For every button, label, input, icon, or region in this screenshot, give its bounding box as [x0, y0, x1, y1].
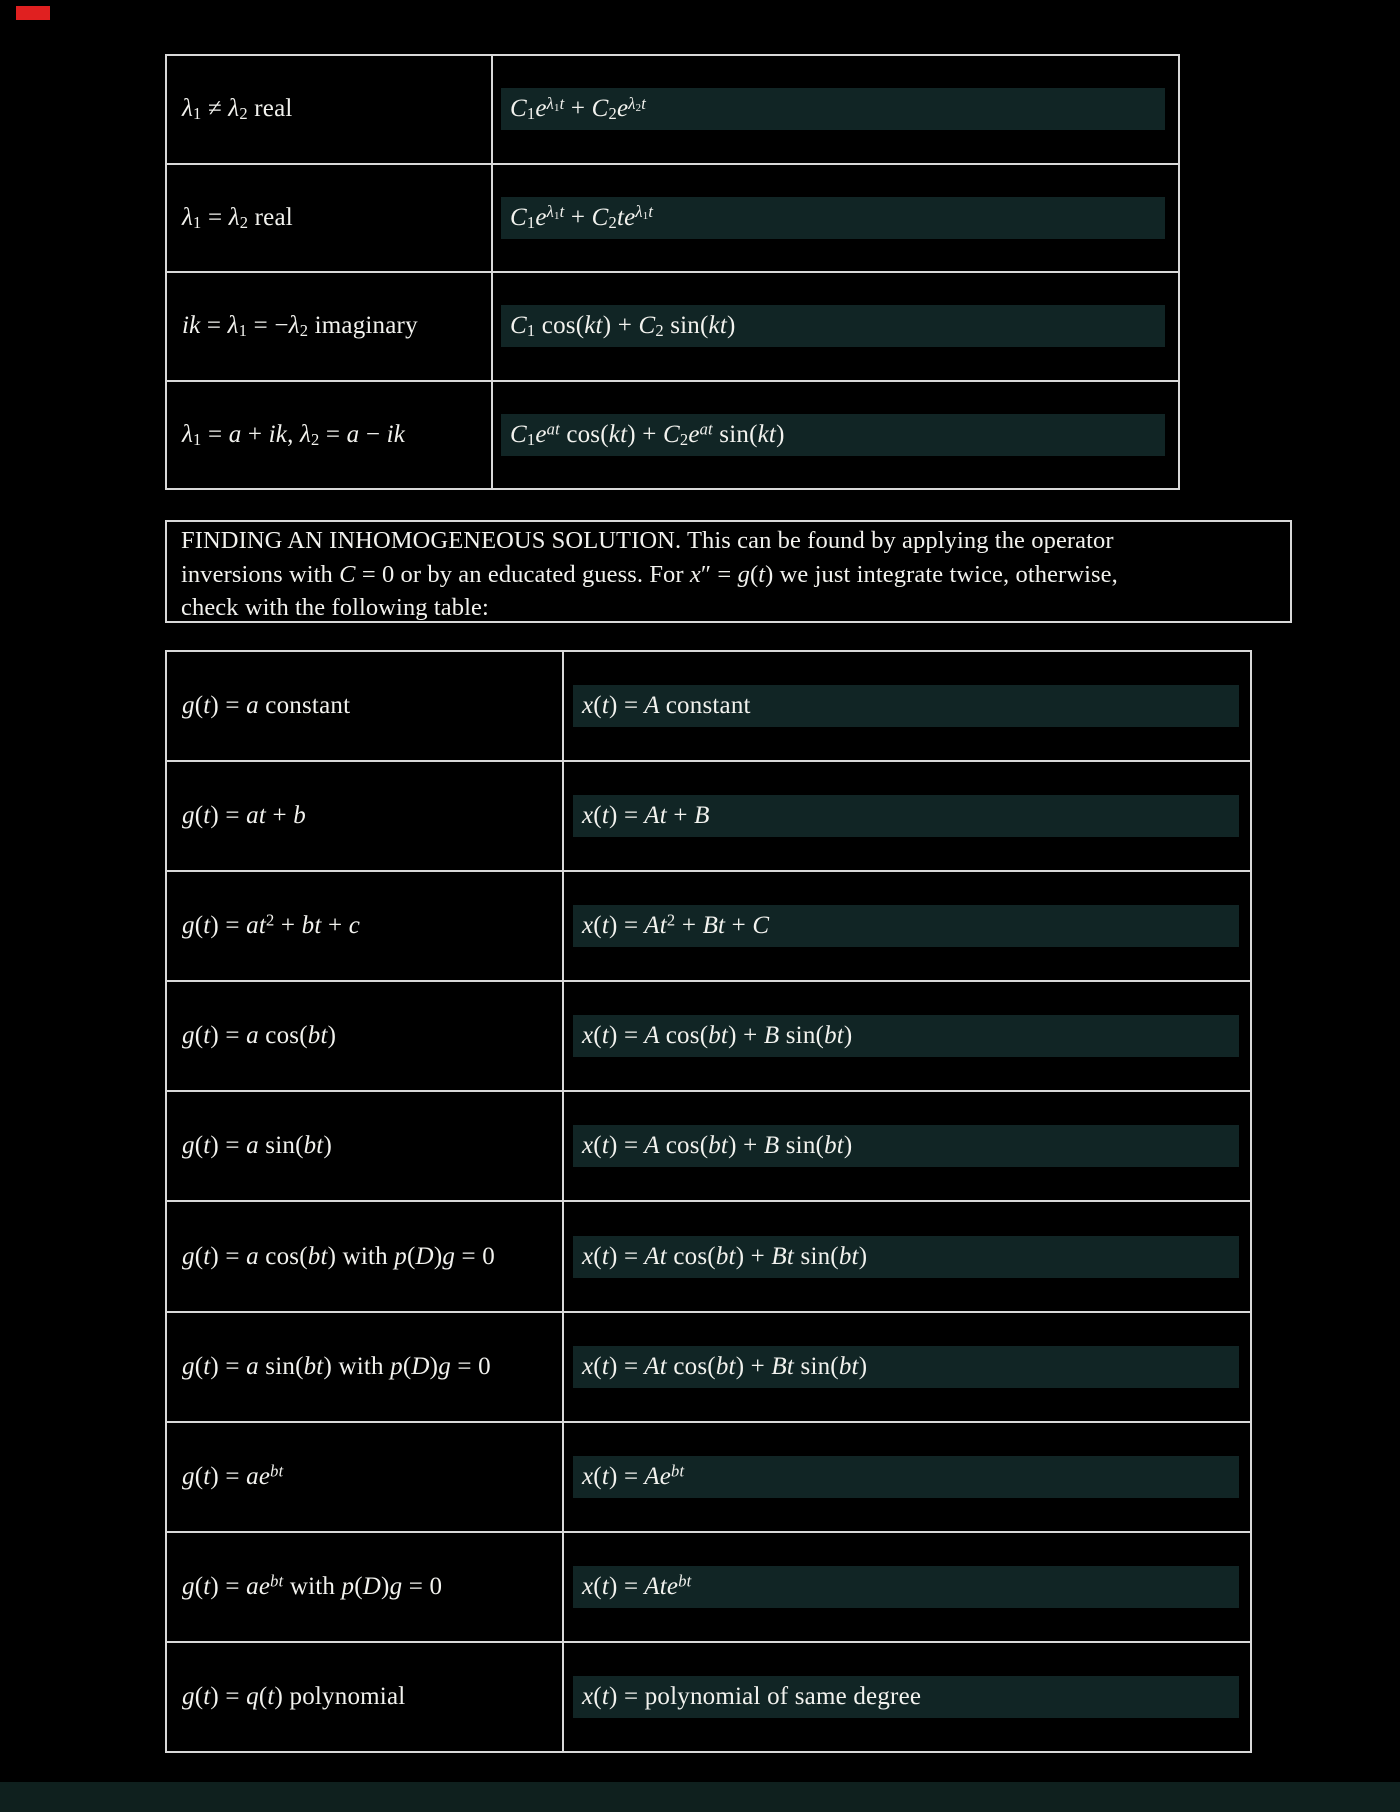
bottom-bar — [0, 1782, 1400, 1812]
inhomogeneous-note-box — [165, 520, 1292, 623]
particular-solution-cell — [564, 982, 1250, 1090]
particular-solution-cell — [564, 652, 1250, 760]
forcing-term-cell — [167, 652, 564, 760]
forcing-term-formula: g(t) = q(t) polynomial — [182, 1682, 406, 1710]
particular-solution-formula: x(t) = A constant — [582, 692, 751, 720]
forcing-term-cell — [167, 982, 564, 1090]
solution-cell — [493, 165, 1178, 272]
table-row — [167, 1641, 1250, 1751]
particular-solution-highlight — [573, 1346, 1239, 1388]
forcing-term-cell — [167, 1313, 564, 1421]
solution-highlight — [501, 414, 1165, 456]
forcing-term-cell — [167, 1533, 564, 1641]
forcing-term-formula: $g(t) = ae^{bt}$ — [182, 1461, 284, 1490]
eigenvalue-case-cell — [167, 273, 493, 380]
forcing-term-cell — [167, 1202, 564, 1310]
solution-highlight — [501, 88, 1165, 130]
table-row — [167, 1090, 1250, 1200]
forcing-term-formula: g(t) = a constant — [182, 692, 351, 720]
note-line-1: FINDING AN INHOMOGENEOUS SOLUTION. This can be found by applying the operator — [181, 527, 1114, 554]
solution-highlight — [501, 305, 1165, 347]
eigenvalue-case-formula: $\lambda_1 \ne \lambda_2$ real — [182, 95, 293, 124]
particular-solution-highlight — [573, 795, 1239, 837]
particular-solution-formula: $x(t) = At^2 + Bt + C$ — [582, 910, 770, 940]
particular-solution-cell — [564, 1643, 1250, 1751]
particular-solution-cell — [564, 872, 1250, 980]
table-row — [167, 380, 1178, 489]
solution-formula: $C_1e^{at}$ $\cos(kt) + C_2e^{at}$ sin(kt) — [510, 419, 785, 449]
eigenvalue-case-cell — [167, 56, 493, 163]
table-row — [167, 1531, 1250, 1641]
table-row — [167, 271, 1178, 380]
particular-solution-highlight — [573, 1676, 1239, 1718]
particular-solution-formula: x(t) = A cos(bt) + B sin(bt) — [582, 1132, 853, 1160]
forcing-term-formula: g(t) = a sin(bt) with p(D)g = 0 — [182, 1352, 491, 1380]
particular-solution-formula: x(t) = At cos(bt) + Bt sin(bt) — [582, 1352, 868, 1380]
eigenvalue-case-cell — [167, 165, 493, 272]
forcing-term-formula: $g(t) = ae^{bt}$ with p(D)g = 0 — [182, 1571, 443, 1600]
eigenvalue-case-formula: ik = $\lambda_1 = -\lambda_2$ imaginary — [182, 312, 418, 341]
table-row — [167, 980, 1250, 1090]
particular-solution-highlight — [573, 1125, 1239, 1167]
particular-solution-highlight — [573, 1566, 1239, 1608]
solution-formula: $C_1e^{\lambda_1t} + C_2e^{\lambda_2t}$ — [510, 93, 647, 124]
particular-solution-highlight — [573, 1236, 1239, 1278]
particular-solution-cell — [564, 1092, 1250, 1200]
solution-cell — [493, 382, 1178, 489]
forcing-term-formula: g(t) = a cos(bt) — [182, 1022, 337, 1050]
forcing-term-formula: g(t) = a cos(bt) with p(D)g = 0 — [182, 1242, 495, 1270]
particular-solution-formula: x(t) = At cos(bt) + Bt sin(bt) — [582, 1242, 868, 1270]
particular-solution-highlight — [573, 1456, 1239, 1498]
particular-solution-formula: $x(t) = Ae^{bt}$ — [582, 1461, 685, 1490]
table-row — [167, 870, 1250, 980]
eigenvalue-case-cell — [167, 382, 493, 489]
solution-highlight — [501, 197, 1165, 239]
solution-formula: $C_1e^{\lambda_1t} + C_2te^{\lambda_1t}$ — [510, 202, 654, 232]
eigenvalue-case-formula: $\lambda_1 = \lambda_2$ real — [182, 203, 293, 232]
note-line-3: check with the following table: — [181, 594, 489, 621]
forcing-term-cell — [167, 1092, 564, 1200]
solution-formula: $C_1$ $\cos(kt) + C_2$ sin(kt) — [510, 312, 736, 341]
forcing-term-cell — [167, 872, 564, 980]
forcing-term-cell — [167, 762, 564, 870]
solution-cell — [493, 56, 1178, 163]
table-row — [167, 1311, 1250, 1421]
table-row — [167, 56, 1178, 163]
particular-solution-cell — [564, 1202, 1250, 1310]
eigenvalue-case-formula: $\lambda_1 = a$ + ik, $\lambda_2 = a$ − ik — [182, 420, 406, 449]
table-row — [167, 760, 1250, 870]
table-row — [167, 163, 1178, 272]
particular-solution-highlight — [573, 1015, 1239, 1057]
particular-solution-cell — [564, 1423, 1250, 1531]
note-line-2: inversions with C = 0 or by an educated guess. For x″ = g(t) we just integrate twice, otherwise, — [181, 560, 1118, 588]
particular-solutions-table — [165, 650, 1252, 1753]
particular-solution-highlight — [573, 685, 1239, 727]
forcing-term-formula: $g(t) = at^2$ + bt + c — [182, 910, 361, 940]
recording-indicator — [16, 6, 50, 20]
particular-solution-formula: x(t) = At + B — [582, 802, 710, 830]
solution-cell — [493, 273, 1178, 380]
particular-solution-highlight — [573, 905, 1239, 947]
forcing-term-formula: g(t) = at + b — [182, 802, 306, 830]
table-row — [167, 652, 1250, 760]
particular-solution-formula: x(t) = polynomial of same degree — [582, 1682, 922, 1710]
forcing-term-cell — [167, 1423, 564, 1531]
forcing-term-formula: g(t) = a sin(bt) — [182, 1132, 332, 1160]
table-row — [167, 1200, 1250, 1310]
particular-solution-cell — [564, 762, 1250, 870]
particular-solution-formula: x(t) = A cos(bt) + B sin(bt) — [582, 1022, 853, 1050]
particular-solution-cell — [564, 1313, 1250, 1421]
particular-solution-cell — [564, 1533, 1250, 1641]
particular-solution-formula: x(t) = Ate$^{bt}$ — [582, 1571, 692, 1600]
table-row — [167, 1421, 1250, 1531]
homogeneous-solutions-table — [165, 54, 1180, 490]
forcing-term-cell — [167, 1643, 564, 1751]
